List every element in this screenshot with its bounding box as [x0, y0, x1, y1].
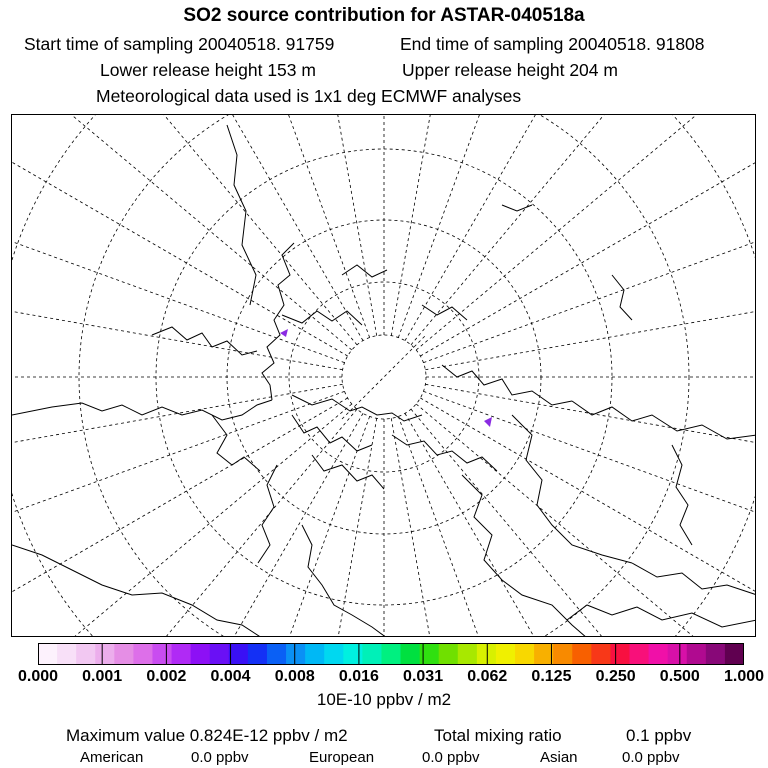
colorbar-swatch	[114, 643, 134, 665]
colorbar-swatch	[381, 643, 401, 665]
colorbar-swatch	[591, 643, 611, 665]
colorbar-swatch	[267, 643, 287, 665]
coastline-5	[12, 545, 262, 637]
colorbar-swatch	[630, 643, 650, 665]
coastline-9	[312, 455, 384, 489]
page-title: SO2 source contribution for ASTAR-040518a	[183, 5, 585, 26]
colorbar-swatch	[515, 643, 535, 665]
colorbar-swatch	[572, 643, 592, 665]
plume-marker-west	[280, 329, 288, 337]
colorbar-swatch	[57, 643, 77, 665]
coastline-14	[572, 401, 756, 439]
colorbar-swatch	[610, 643, 630, 665]
colorbar-swatch	[534, 643, 554, 665]
coastline-15	[512, 415, 632, 563]
total-mixing-label: Total mixing ratio	[434, 726, 562, 745]
colorbar-tick-label: 0.000	[17, 668, 59, 685]
colorbar-swatch	[401, 643, 421, 665]
colorbar-tick-label: 0.001	[82, 668, 123, 685]
meridian-170	[12, 384, 343, 533]
colorbar-swatch	[496, 643, 516, 665]
total-mixing-value: 0.1 ppbv	[626, 726, 692, 745]
latitude-circle-3	[156, 149, 612, 605]
colorbar-swatch	[687, 643, 707, 665]
colorbar-tick-label: 0.500	[659, 668, 700, 685]
colorbar-swatch	[286, 643, 306, 665]
meridian-110	[76, 416, 369, 637]
latitude-circle-0	[342, 335, 426, 419]
colorbar-swatch	[324, 643, 344, 665]
colorbar-tick-label: 0.125	[531, 668, 572, 685]
coastline-11	[302, 525, 387, 637]
colorbar-swatch	[343, 643, 363, 665]
asian-label: Asian	[540, 749, 578, 766]
colorbar-tick-label: 0.004	[210, 668, 251, 685]
colorbar-swatch	[362, 643, 382, 665]
meridian-290	[398, 115, 691, 338]
coastline-13	[442, 365, 572, 405]
colorbar-swatch	[229, 643, 249, 665]
end-time-label: End time of sampling 20040518. 91808	[400, 34, 705, 54]
colorbar-swatch	[133, 643, 153, 665]
colorbar-swatch	[706, 643, 726, 665]
meridian-280	[391, 115, 540, 336]
colorbar-swatch	[152, 643, 172, 665]
american-label: American	[80, 749, 144, 766]
plume-marker-east	[484, 417, 492, 427]
coastline-16	[632, 563, 756, 595]
coastline-1	[262, 243, 294, 400]
max-value-label: Maximum value 0.824E-12 ppbv / m2	[66, 726, 348, 745]
colorbar-swatch	[649, 643, 669, 665]
colorbar-swatch	[668, 643, 688, 665]
colorbar-tick-label: 0.002	[146, 668, 187, 685]
meridian-300	[405, 115, 756, 341]
colorbar-swatch	[95, 643, 115, 665]
map-panel	[11, 114, 756, 637]
meridian-80	[391, 418, 540, 637]
colorbar-swatch	[38, 643, 58, 665]
graticule-lines	[12, 115, 756, 637]
colorbar-swatch	[477, 643, 497, 665]
meridian-10	[425, 384, 756, 533]
meridian-70	[398, 416, 691, 637]
asian-value: 0.0 ppbv	[622, 749, 680, 766]
colorbar-swatch	[172, 643, 192, 665]
colorbar-swatch	[305, 643, 325, 665]
colorbar-tick-label: 0.031	[403, 668, 444, 685]
coastline-7	[292, 395, 422, 421]
coastline-22	[612, 275, 632, 320]
polar-map	[12, 115, 756, 637]
meridian-pole-cross	[342, 335, 426, 419]
meridian-350	[425, 221, 756, 370]
coastline-17	[462, 475, 587, 637]
european-label: European	[309, 749, 375, 766]
coastline-20	[342, 265, 387, 277]
colorbar-swatch	[725, 643, 744, 665]
coastline-12	[392, 435, 497, 471]
coastline-0	[12, 400, 272, 420]
lower-height-label: Lower release height 153 m	[100, 60, 316, 80]
colorbar-tick-label: 0.008	[274, 668, 315, 685]
colorbar-swatch	[439, 643, 459, 665]
coastline-19	[422, 305, 467, 320]
colorbar-swatch	[553, 643, 573, 665]
meridian-210	[12, 115, 348, 356]
colorbar-tick-label: 1.000	[723, 668, 765, 685]
european-value: 0.0 ppbv	[422, 749, 480, 766]
colorbar-swatch	[248, 643, 268, 665]
meridian-100	[228, 418, 377, 637]
met-data-label: Meteorological data used is 1x1 deg ECMWF analyses	[96, 86, 522, 106]
coastline-10	[258, 465, 277, 563]
upper-height-label: Upper release height 204 m	[402, 60, 618, 80]
meridian-240	[12, 115, 363, 341]
colorbar	[38, 643, 744, 665]
start-time-label: Start time of sampling 20040518. 91759	[24, 34, 335, 54]
colorbar-tick-label: 0.016	[338, 668, 379, 685]
meridian-60	[405, 413, 756, 637]
colorbar-swatch	[458, 643, 478, 665]
coastline-3	[227, 125, 256, 305]
meridian-40	[416, 404, 756, 637]
meridian-330	[420, 115, 756, 356]
meridian-220	[12, 115, 352, 350]
colorbar-swatch	[191, 643, 211, 665]
american-value: 0.0 ppbv	[191, 749, 249, 766]
colorbar-tick-label: 0.062	[467, 668, 508, 685]
coastline-18	[672, 445, 692, 545]
colorbar-units: 10E-10 ppbv / m2	[316, 690, 452, 709]
meridian-230	[12, 115, 357, 345]
meridian-250	[76, 115, 369, 338]
plume-markers	[280, 329, 492, 427]
meridian-310	[411, 115, 756, 345]
colorbar-swatch	[420, 643, 440, 665]
colorbar-tick-label: 0.250	[595, 668, 636, 685]
meridian-190	[12, 221, 343, 370]
meridian-140	[12, 404, 352, 637]
coastline-2	[152, 327, 257, 355]
colorbar-swatch	[76, 643, 96, 665]
coastline-23	[567, 605, 756, 627]
colorbar-swatch	[210, 643, 230, 665]
meridian-320	[416, 115, 756, 350]
